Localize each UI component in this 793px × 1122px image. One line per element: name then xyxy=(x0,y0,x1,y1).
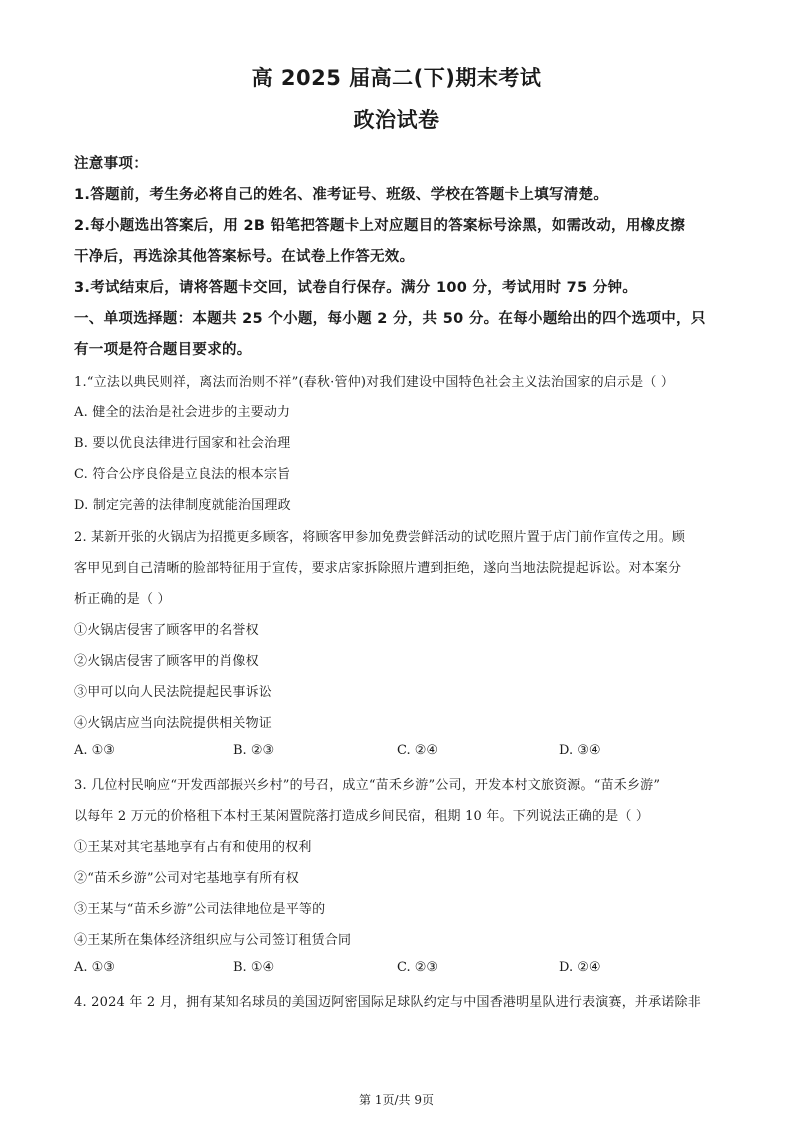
q1-option-a: A. 健全的法治是社会进步的主要动力 xyxy=(74,405,291,420)
exam-title: 高 2025 届高二(下)期末考试 xyxy=(251,66,542,90)
exam-subtitle: 政治试卷 xyxy=(353,108,440,132)
q2-item-4: ④火锅店应当向法院提供相关物证 xyxy=(74,716,273,731)
q3-option-d: D. ②④ xyxy=(559,960,601,975)
q2-option-b: B. ②③ xyxy=(233,743,275,758)
q3-item-3: ③王某与“苗禾乡游”公司法律地位是平等的 xyxy=(74,902,326,917)
q2-stem-1: 2. 某新开张的火锅店为招揽更多顾客，将顾客甲参加免费尝鲜活动的试吃照片置于店门前作宣传之用。顾 xyxy=(74,530,686,545)
notice-item-3: 3.考试结束后，请将答题卡交回，试卷自行保存。满分 100 分，考试用时 75 分钟。 xyxy=(74,280,638,296)
q3-stem-2: 以每年 2 万元的价格租下本村王某闲置院落打造成乡间民宿，租期 10 年。下列说法正确的是（ ） xyxy=(74,809,650,824)
q2-item-2: ②火锅店侵害了顾客甲的肖像权 xyxy=(74,654,259,669)
notice-item-2: 2.每小题选出答案后，用 2B 铅笔把答题卡上对应题目的答案标号涂黑，如需改动，用橡皮擦 xyxy=(74,218,686,234)
q3-option-c: C. ②③ xyxy=(397,960,439,975)
notice-item-1: 1.答题前，考生务必将自己的姓名、准考证号、班级、学校在答题卡上填写清楚。 xyxy=(74,187,609,203)
q2-item-3: ③甲可以向人民法院提起民事诉讼 xyxy=(74,685,273,700)
section-heading: 一、单项选择题：本题共 25 个小题，每小题 2 分，共 50 分。在每小题给出的四个选项中，只 xyxy=(74,311,706,327)
q3-stem-1: 3. 几位村民响应“开发西部振兴乡村”的号召，成立“苗禾乡游”公司，开发本村文旅资源。“苗禾乡游” xyxy=(74,778,661,793)
q1-option-d: D. 制定完善的法律制度就能治国理政 xyxy=(74,498,291,513)
q3-item-2: ②“苗禾乡游”公司对宅基地享有所有权 xyxy=(74,871,299,886)
q3-option-a: A. ①③ xyxy=(74,960,115,975)
q1-option-c: C. 符合公序良俗是立良法的根本宗旨 xyxy=(74,467,291,482)
q2-stem-2: 客甲见到自己清晰的脸部特征用于宣传，要求店家拆除照片遭到拒绝，遂向当地法院提起诉讼。对本案分 xyxy=(74,561,682,576)
section-heading-cont: 有一项是符合题目要求的。 xyxy=(74,342,252,358)
q3-option-b: B. ①④ xyxy=(233,960,275,975)
q4-stem: 4. 2024 年 2 月，拥有某知名球员的美国迈阿密国际足球队约定与中国香港明星队进行表演赛，并承诺除非 xyxy=(74,995,701,1010)
q2-option-c: C. ②④ xyxy=(397,743,439,758)
page-footer: 第 1页/共 9页 xyxy=(359,1093,434,1107)
q2-item-1: ①火锅店侵害了顾客甲的名誉权 xyxy=(74,623,259,638)
q3-item-4: ④王某所在集体经济组织应与公司签订租赁合同 xyxy=(74,933,352,948)
q2-option-a: A. ①③ xyxy=(74,743,115,758)
q3-item-1: ①王某对其宅基地享有占有和使用的权利 xyxy=(74,840,312,855)
q2-option-d: D. ③④ xyxy=(559,743,601,758)
q2-stem-3: 析正确的是（ ） xyxy=(74,592,171,607)
notice-heading: 注意事项： xyxy=(74,156,148,172)
q1-option-b: B. 要以优良法律进行国家和社会治理 xyxy=(74,436,291,451)
q1-stem: 1.“立法以典民则祥，离法而治则不祥”(春秋·管仲)对我们建设中国特色社会主义法治国家的启示是（ ） xyxy=(74,375,675,390)
notice-item-2-cont: 干净后，再选涂其他答案标号。在试卷上作答无效。 xyxy=(74,249,415,265)
